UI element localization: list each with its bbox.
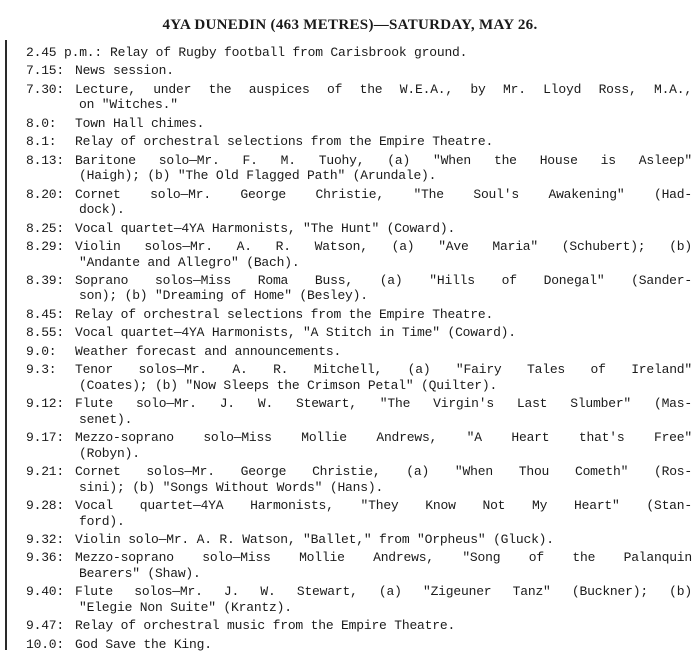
entry-line: on "Witches." bbox=[79, 97, 178, 113]
entry-time: 9.21: bbox=[26, 464, 65, 479]
entry-line: son); (b) "Dreaming of Home" (Besley). bbox=[79, 288, 368, 304]
entry-line: Bearers" (Shaw). bbox=[79, 565, 201, 581]
entry-description bbox=[75, 82, 692, 113]
programme-entry bbox=[26, 344, 692, 360]
entry-line: "Elegie Non Suite" (Krantz). bbox=[79, 599, 292, 615]
programme-entry bbox=[26, 532, 692, 548]
entry-time: 8.13: bbox=[26, 152, 65, 168]
entry-time: 8.45: bbox=[26, 306, 65, 322]
entry-time: 9.32: bbox=[26, 531, 65, 547]
entry-time: 10.0: bbox=[26, 636, 65, 652]
programme-entry bbox=[26, 430, 692, 461]
station-heading: 4YA DUNEDIN (463 METRES)—SATURDAY, MAY 26. bbox=[162, 17, 538, 33]
entry-description bbox=[75, 325, 692, 341]
programme-entry bbox=[26, 239, 692, 270]
entry-line: dock). bbox=[79, 202, 125, 218]
programme-entry bbox=[26, 396, 692, 427]
programme-entry bbox=[26, 116, 692, 132]
entry-line: Vocal quartet—4YA Harmonists, "The Hunt" (Coward). bbox=[75, 220, 456, 236]
entry-line: Vocal quartet—4YA Harmonists, "A Stitch in Time" (Coward). bbox=[75, 325, 516, 341]
entry-line: sini); (b) "Songs Without Words" (Hans). bbox=[79, 479, 384, 495]
entry-description bbox=[75, 396, 692, 427]
entry-line: Weather forecast and announcements. bbox=[75, 343, 342, 359]
entry-line: Soprano solos—Miss Roma Buss, (a) "Hills of Donegal" (Sander- bbox=[75, 272, 692, 288]
entry-line: Baritone solo—Mr. F. M. Tuohy, (a) "When the House is Asleep" bbox=[75, 152, 692, 168]
entry-description bbox=[75, 187, 692, 218]
entry-time: 8.39: bbox=[26, 272, 65, 288]
entry-description bbox=[75, 637, 692, 653]
entry-line: Relay of orchestral selections from the Empire Theatre. bbox=[75, 134, 494, 150]
entry-time: 9.12: bbox=[26, 396, 65, 412]
entry-line: News session. bbox=[75, 63, 174, 79]
entry-time: 8.0: bbox=[26, 115, 57, 131]
entry-description bbox=[75, 584, 692, 615]
entry-time: 9.17: bbox=[26, 430, 65, 446]
entry-description bbox=[75, 430, 692, 461]
entry-description bbox=[75, 498, 692, 529]
entry-line: Relay of Rugby football from Carisbrook ground. bbox=[110, 45, 468, 60]
entry-time: 9.36: bbox=[26, 550, 65, 566]
entry-description bbox=[75, 464, 692, 495]
entry-line: "Andante and Allegro" (Bach). bbox=[79, 254, 300, 270]
programme-entry bbox=[26, 550, 692, 581]
entry-time: 8.29: bbox=[26, 238, 65, 254]
entry-line: Cornet solo—Mr. George Christie, "The Soul's Awakening" (Had- bbox=[75, 186, 692, 202]
entry-time: 8.55: bbox=[26, 325, 65, 341]
entry-description bbox=[75, 344, 692, 360]
entry-line: Violin solos—Mr. A. R. Watson, (a) "Ave Maria" (Schubert); (b) bbox=[75, 238, 692, 254]
programme-entry bbox=[26, 221, 692, 237]
entry-line: Lecture, under the auspices of the W.E.A., by Mr. Lloyd Ross, M.A., bbox=[75, 81, 692, 97]
entry-description bbox=[110, 45, 692, 61]
entry-description bbox=[75, 532, 692, 548]
programme-entry bbox=[26, 584, 692, 615]
entry-line: Violin solo—Mr. A. R. Watson, "Ballet," from "Orpheus" (Gluck). bbox=[75, 531, 554, 547]
column-rule bbox=[5, 40, 7, 650]
entry-description bbox=[75, 550, 692, 581]
entry-description bbox=[75, 273, 692, 304]
entry-description bbox=[75, 63, 692, 79]
entry-line: Cornet solos—Mr. George Christie, (a) "When Thou Cometh" (Ros- bbox=[75, 464, 692, 479]
entry-time: 8.20: bbox=[26, 186, 65, 202]
entry-description bbox=[75, 116, 692, 132]
entry-time: 8.25: bbox=[26, 220, 65, 236]
entry-description bbox=[75, 618, 692, 634]
entry-line: (Haigh); (b) "The Old Flagged Path" (Arundale). bbox=[79, 168, 437, 184]
entry-time: 7.30: bbox=[26, 81, 65, 97]
entry-time: 2.45 p.m.: bbox=[26, 45, 103, 60]
entry-line: Flute solo—Mr. J. W. Stewart, "The Virgin's Last Slumber" (Mas- bbox=[75, 396, 692, 412]
programme-entry bbox=[26, 273, 692, 304]
entry-description bbox=[75, 307, 692, 323]
programme-entry bbox=[26, 187, 692, 218]
entry-description bbox=[75, 221, 692, 237]
entry-line: (Robyn). bbox=[79, 445, 140, 461]
programme-entry bbox=[26, 637, 692, 653]
programme-entry bbox=[26, 307, 692, 323]
programme-entry bbox=[26, 464, 692, 495]
programme-entry bbox=[26, 362, 692, 393]
entry-time: 8.1: bbox=[26, 134, 57, 150]
programme-entry bbox=[26, 153, 692, 184]
entry-time: 9.28: bbox=[26, 497, 65, 513]
entry-line: ford). bbox=[79, 513, 125, 529]
programme-entry bbox=[26, 325, 692, 341]
programme-entry bbox=[26, 45, 692, 61]
entry-description bbox=[75, 362, 692, 393]
entry-time: 9.3: bbox=[26, 362, 57, 378]
entry-time: 7.15: bbox=[26, 63, 65, 79]
entry-line: Relay of orchestral music from the Empire Theatre. bbox=[75, 618, 456, 634]
entry-line: Town Hall chimes. bbox=[75, 115, 205, 131]
programme-entry bbox=[26, 63, 692, 79]
entry-line: Vocal quartet—4YA Harmonists, "They Know Not My Heart" (Stan- bbox=[75, 497, 692, 513]
programme-list bbox=[26, 45, 692, 655]
programme-entry bbox=[26, 498, 692, 529]
programme-entry bbox=[26, 82, 692, 113]
programme-entry bbox=[26, 618, 692, 634]
entry-description bbox=[75, 134, 692, 150]
entry-time: 9.47: bbox=[26, 618, 65, 634]
entry-line: (Coates); (b) "Now Sleeps the Crimson Petal" (Quilter). bbox=[79, 377, 498, 393]
entry-line: Relay of orchestral selections from the Empire Theatre. bbox=[75, 306, 494, 322]
programme-entry bbox=[26, 134, 692, 150]
entry-line: senet). bbox=[79, 411, 133, 427]
entry-line: Flute solos—Mr. J. W. Stewart, (a) "Zigeuner Tanz" (Buckner); (b) bbox=[75, 584, 692, 600]
entry-time: 9.40: bbox=[26, 584, 65, 600]
entry-line: Tenor solos—Mr. A. R. Mitchell, (a) "Fairy Tales of Ireland" bbox=[75, 362, 692, 378]
entry-time: 9.0: bbox=[26, 343, 57, 359]
entry-line: Mezzo-soprano solo—Miss Mollie Andrews, "Song of the Palanquin bbox=[75, 550, 692, 566]
entry-description bbox=[75, 239, 692, 270]
entry-line: God Save the King. bbox=[75, 636, 212, 652]
entry-description bbox=[75, 153, 692, 184]
entry-line: Mezzo-soprano solo—Miss Mollie Andrews, "A Heart that's Free" bbox=[75, 430, 692, 446]
